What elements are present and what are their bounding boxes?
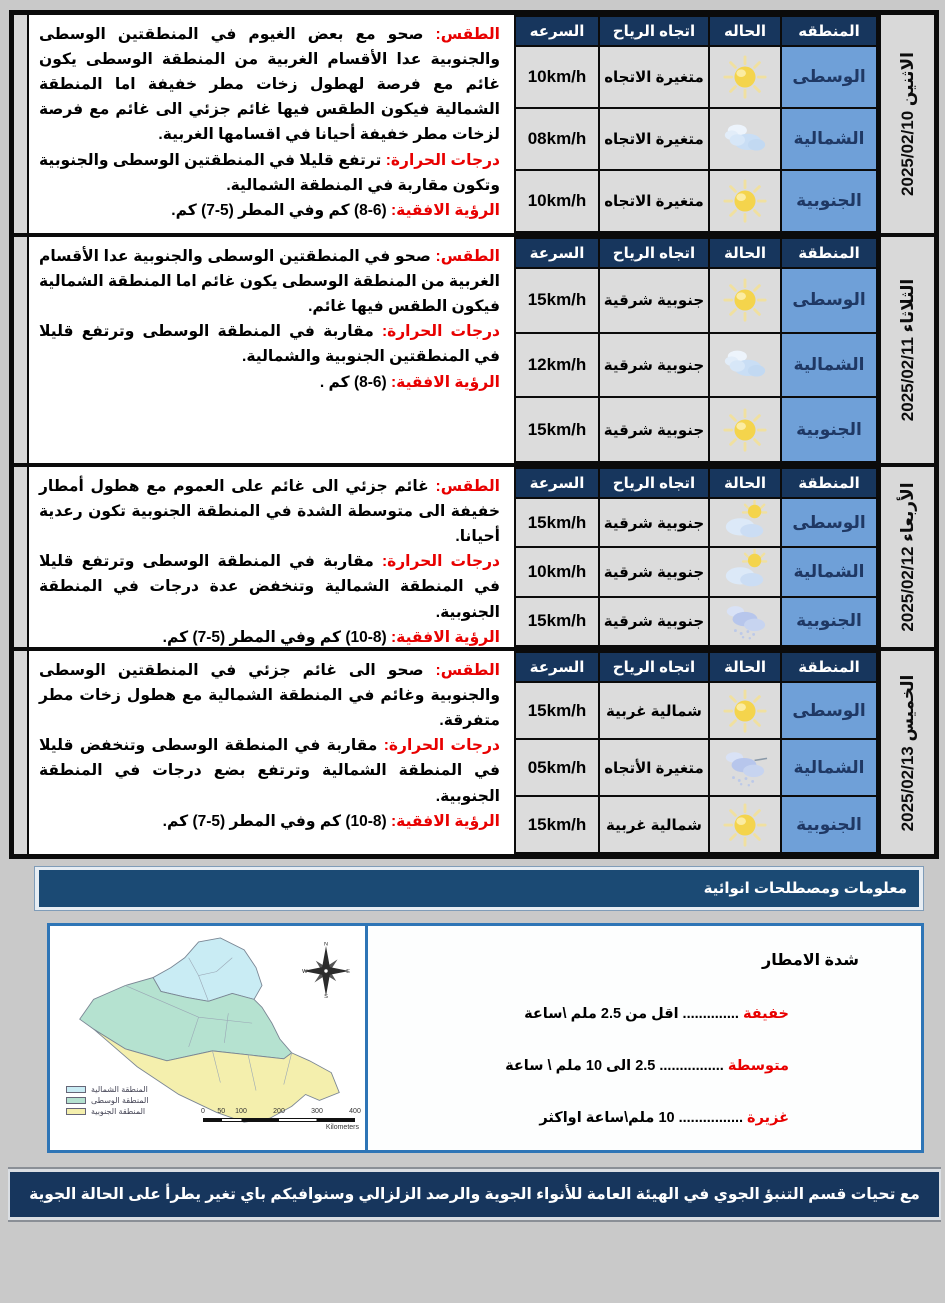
weather-label: الطقس: — [435, 478, 500, 495]
table-row — [515, 333, 877, 398]
wind-speed-cell: 08km/h — [515, 108, 599, 170]
iraq-regions-map — [50, 926, 368, 1150]
table-row — [515, 46, 877, 108]
weather-text: صحو في المنطقتين الوسطى والجنوبية عدا الأقسام الغربية من المنطقة الوسطى يكون غائم اما المنطقة الشمالية فيكون الطقس فيها غائم. — [39, 248, 500, 316]
forecast-text-box — [27, 237, 514, 463]
visibility-label: الرؤية الافقية: — [391, 628, 500, 646]
forecast-table — [514, 467, 878, 647]
table-row — [515, 170, 877, 232]
table-row — [515, 108, 877, 170]
region-cell: الوسطى — [781, 268, 877, 333]
temperature-label: درجات الحرارة: — [381, 323, 501, 341]
table-row — [515, 397, 877, 462]
sun-icon — [710, 54, 780, 100]
col-header-speed: السرعة — [515, 238, 599, 268]
region-cell: الجنوبية — [781, 796, 877, 853]
wind-speed-cell: 15km/h — [515, 268, 599, 333]
col-header-condition: الحاله — [709, 16, 781, 46]
table-row — [515, 796, 877, 853]
table-row — [515, 268, 877, 333]
condition-cell — [709, 682, 781, 739]
table-header-row — [515, 16, 877, 46]
visibility-text: (6-8) كم وفي المطر (5-7) كم. — [171, 201, 387, 219]
forecast-table-container — [514, 651, 878, 854]
central-region-swatch — [66, 1097, 86, 1104]
temperature-label: درجات الحرارة: — [385, 151, 500, 169]
table-row — [515, 498, 877, 547]
legend-label: المنطقة الوسطى — [91, 1096, 149, 1105]
north-region-swatch — [66, 1086, 86, 1093]
scale-tick: 0 — [201, 1108, 205, 1115]
wind-speed-cell: 12km/h — [515, 333, 599, 398]
rain-intensity-item — [378, 1110, 885, 1126]
date-cell — [878, 651, 934, 854]
scale-tick: 300 — [311, 1108, 323, 1115]
wind-direction-cell: جنوبية شرقية — [599, 268, 709, 333]
legend-item-central — [66, 1096, 149, 1105]
temperature-text: مقاربة في المنطقة الوسطى وترتفع قليلا في المنطقتين الجنوبية والشمالية. — [39, 323, 500, 366]
table-row — [515, 682, 877, 739]
col-header-region: المنطقة — [781, 468, 877, 498]
legend-label: المنطقة الجنوبية — [91, 1107, 146, 1116]
condition-cell — [709, 397, 781, 462]
col-header-condition: الحالة — [709, 652, 781, 682]
weather-label: الطقس: — [435, 662, 500, 679]
forecast-main-box — [9, 10, 939, 859]
sun-icon — [710, 802, 780, 848]
condition-cell — [709, 268, 781, 333]
condition-cell — [709, 170, 781, 232]
wind-direction-cell: جنوبية شرقية — [599, 498, 709, 547]
legend-label: المنطقة الشمالية — [91, 1085, 148, 1094]
date-label: الأربعاء 2025/02/12 — [897, 482, 917, 632]
forecast-text-box — [27, 467, 514, 647]
wind-direction-cell: جنوبية شرقية — [599, 333, 709, 398]
temperature-text: ترتفع قليلا في المنطقتين الوسطى والجنوبية وتكون مقاربة في المنطقة الشمالية. — [39, 151, 500, 194]
wind-direction-cell: جنوبية شرقية — [599, 597, 709, 646]
date-label: الخميس 2025/02/13 — [897, 674, 917, 831]
date-cell — [878, 467, 934, 647]
scale-tick: 100 — [235, 1108, 247, 1115]
col-header-condition: الحالة — [709, 238, 781, 268]
condition-cell — [709, 796, 781, 853]
rain-clouds-drizzle-icon — [710, 745, 780, 791]
wind-direction-cell: جنوبية شرقية — [599, 397, 709, 462]
svg-text:S: S — [324, 993, 328, 998]
visibility-text: (6-8) كم . — [319, 373, 387, 391]
partly-cloudy-icon — [710, 549, 780, 595]
map-legend — [66, 1083, 149, 1116]
region-cell: الشمالية — [781, 333, 877, 398]
temperature-text: مقاربة في المنطقة الوسطى وتنخفض قليلا في المنطقة الشمالية وترتفع بضع درجات في المنطقة الجنوبية. — [39, 737, 500, 805]
table-row — [515, 739, 877, 796]
forecast-table-container — [514, 467, 878, 647]
south-region-swatch — [66, 1108, 86, 1115]
wind-direction-cell: متغيرة الاتجاه — [599, 108, 709, 170]
col-header-condition: الحالة — [709, 468, 781, 498]
weather-label: الطقس: — [435, 248, 500, 265]
svg-text:W: W — [301, 968, 308, 975]
rain-heavy-label: غزيرة — [747, 1110, 789, 1126]
rain-moderate-label: متوسطة — [727, 1058, 789, 1074]
footer-frame — [8, 1167, 941, 1222]
wind-direction-cell: متغيرة الاتجاه — [599, 170, 709, 232]
condition-cell — [709, 597, 781, 646]
wind-speed-cell: 15km/h — [515, 796, 599, 853]
region-cell: الوسطى — [781, 46, 877, 108]
temperature-label: درجات الحرارة: — [383, 737, 500, 755]
wind-speed-cell: 10km/h — [515, 46, 599, 108]
condition-cell — [709, 333, 781, 398]
col-header-region: المنطقه — [781, 16, 877, 46]
scale-tick: 200 — [273, 1108, 285, 1115]
sun-icon — [710, 407, 780, 453]
rain-intensity-section — [368, 926, 921, 1150]
rain-light-value: اقل من 2.5 ملم \ساعة — [524, 1006, 679, 1022]
info-section-title: معلومات ومصطلحات انوائية — [39, 870, 919, 907]
col-header-speed: السرعة — [515, 468, 599, 498]
region-cell: الوسطى — [781, 682, 877, 739]
dots-leader: .............. — [682, 1006, 739, 1022]
table-header-row — [515, 468, 877, 498]
day-block-monday — [14, 15, 934, 237]
scale-unit-label: Kilometers — [325, 1124, 359, 1131]
wind-direction-cell: جنوبية شرقية — [599, 547, 709, 596]
table-header-row — [515, 238, 877, 268]
wind-speed-cell: 05km/h — [515, 739, 599, 796]
visibility-label: الرؤية الافقية: — [391, 812, 500, 830]
table-header-row — [515, 652, 877, 682]
region-cell: الوسطى — [781, 498, 877, 547]
wind-direction-cell: شمالية غربية — [599, 682, 709, 739]
rain-intensity-title: شدة الامطار — [762, 952, 859, 969]
col-header-wind: اتجاه الرياح — [599, 468, 709, 498]
wind-speed-cell: 15km/h — [515, 597, 599, 646]
condition-cell — [709, 547, 781, 596]
condition-cell — [709, 498, 781, 547]
scale-tick: 400 — [349, 1108, 361, 1115]
info-content-box — [47, 923, 924, 1153]
rain-light-label: خفيفة — [742, 1006, 789, 1022]
clouds-icon — [710, 342, 780, 388]
region-cell: الشمالية — [781, 547, 877, 596]
legend-item-north — [66, 1085, 149, 1094]
visibility-label: الرؤية الافقية: — [391, 201, 500, 219]
condition-cell — [709, 108, 781, 170]
sun-icon — [710, 178, 780, 224]
temperature-label: درجات الحرارة: — [381, 553, 501, 571]
visibility-text: (8-10) كم وفي المطر (5-7) كم. — [162, 812, 387, 830]
date-label: الاثنين 2025/02/10 — [897, 52, 917, 196]
weather-text: صحو الى غائم جزئي في المنطقتين الوسطى والجنوبية وغائم في المنطقة الشمالية مع هطول زخات مطر متفرقة. — [39, 662, 500, 730]
legend-item-south — [66, 1107, 149, 1116]
dots-leader: ................ — [659, 1058, 724, 1074]
scale-bar-graphic — [203, 1118, 355, 1122]
clouds-icon — [710, 116, 780, 162]
forecast-text-box — [27, 651, 514, 854]
col-header-wind: اتجاه الرياح — [599, 238, 709, 268]
weather-bulletin-page — [0, 10, 945, 1303]
visibility-text: (8-10) كم وفي المطر (5-7) كم. — [162, 628, 387, 646]
date-cell — [878, 237, 934, 463]
wind-speed-cell: 15km/h — [515, 397, 599, 462]
partly-cloudy-icon — [710, 500, 780, 546]
forecast-table — [514, 237, 878, 463]
footer-message: مع تحيات قسم التنبؤ الجوي في الهيئة العامة للأنواء الجوية والرصد الزلزالي وسنوافيكم باي تغير يطرأ على الحالة الجوية — [10, 1172, 939, 1217]
region-cell: الجنوبية — [781, 397, 877, 462]
forecast-table — [514, 15, 878, 233]
visibility-label: الرؤية الافقية: — [391, 373, 500, 391]
wind-direction-cell: شمالية غربية — [599, 796, 709, 853]
forecast-table-container — [514, 15, 878, 233]
table-row — [515, 597, 877, 646]
north-region-shape — [153, 938, 262, 1001]
weather-label: الطقس: — [435, 26, 500, 43]
svg-text:N: N — [323, 942, 329, 948]
region-cell: الشمالية — [781, 108, 877, 170]
dots-leader: ................ — [678, 1110, 744, 1126]
date-cell — [878, 15, 934, 233]
wind-speed-cell: 15km/h — [515, 498, 599, 547]
rain-heavy-value: 10 ملم\ساعة اواكثر — [539, 1110, 675, 1126]
forecast-text-box — [27, 15, 514, 233]
map-scale-bar — [201, 1108, 361, 1131]
sun-icon — [710, 688, 780, 734]
region-cell: الشمالية — [781, 739, 877, 796]
sun-icon — [710, 277, 780, 323]
col-header-region: المنطقة — [781, 238, 877, 268]
day-block-wednesday — [14, 467, 934, 651]
scale-labels — [201, 1108, 361, 1117]
compass-rose-icon — [301, 942, 351, 998]
date-label: الثلاثاء 2025/02/11 — [897, 278, 917, 422]
rain-intensity-item — [378, 1006, 885, 1022]
info-section-frame — [34, 866, 924, 911]
day-block-thursday — [14, 651, 934, 854]
col-header-region: المنطقة — [781, 652, 877, 682]
table-row — [515, 547, 877, 596]
rain-moderate-value: 2.5 الى 10 ملم \ ساعة — [505, 1058, 656, 1074]
col-header-wind: اتجاه الرياح — [599, 652, 709, 682]
weather-text: غائم جزئي الى غائم على العموم مع هطول أمطار خفيفة الى متوسطة الشدة في المنطقة الجنوبية تكون رعدية أحيانا. — [39, 478, 500, 546]
wind-speed-cell: 15km/h — [515, 682, 599, 739]
condition-cell — [709, 46, 781, 108]
temperature-text: مقاربة في المنطقة الوسطى وترتفع قليلا في المنطقة الشمالية وتنخفض عدة درجات في المنطقة الجنوبية. — [39, 553, 500, 621]
wind-speed-cell: 10km/h — [515, 170, 599, 232]
day-block-tuesday — [14, 237, 934, 467]
scale-tick: 50 — [217, 1108, 226, 1115]
weather-text: صحو مع بعض الغيوم في المنطقتين الوسطى والجنوبية عدا الأقسام الغربية من المنطقة الوسطى يكون غائم مع فرصة لهطول زخات مطر خفيفة اما المنطقة الشمالية فيكون الطقس فيها غائم جزئي الى غائم مع فرصة لزخات مطر خفيفة أحيانا في اقسامها الغربية. — [39, 26, 500, 144]
rain-intensity-item — [378, 1058, 885, 1074]
svg-text:E: E — [346, 968, 351, 975]
condition-cell — [709, 739, 781, 796]
rain-clouds-icon — [710, 598, 780, 644]
forecast-table — [514, 651, 878, 854]
forecast-table-container — [514, 237, 878, 463]
wind-direction-cell: متغيرة الاتجاه — [599, 46, 709, 108]
col-header-speed: السرعه — [515, 16, 599, 46]
col-header-speed: السرعة — [515, 652, 599, 682]
region-cell: الجنوبية — [781, 597, 877, 646]
wind-direction-cell: متغيرة الأتجاه — [599, 739, 709, 796]
region-cell: الجنوبية — [781, 170, 877, 232]
col-header-wind: اتجاه الرياح — [599, 16, 709, 46]
wind-speed-cell: 10km/h — [515, 547, 599, 596]
